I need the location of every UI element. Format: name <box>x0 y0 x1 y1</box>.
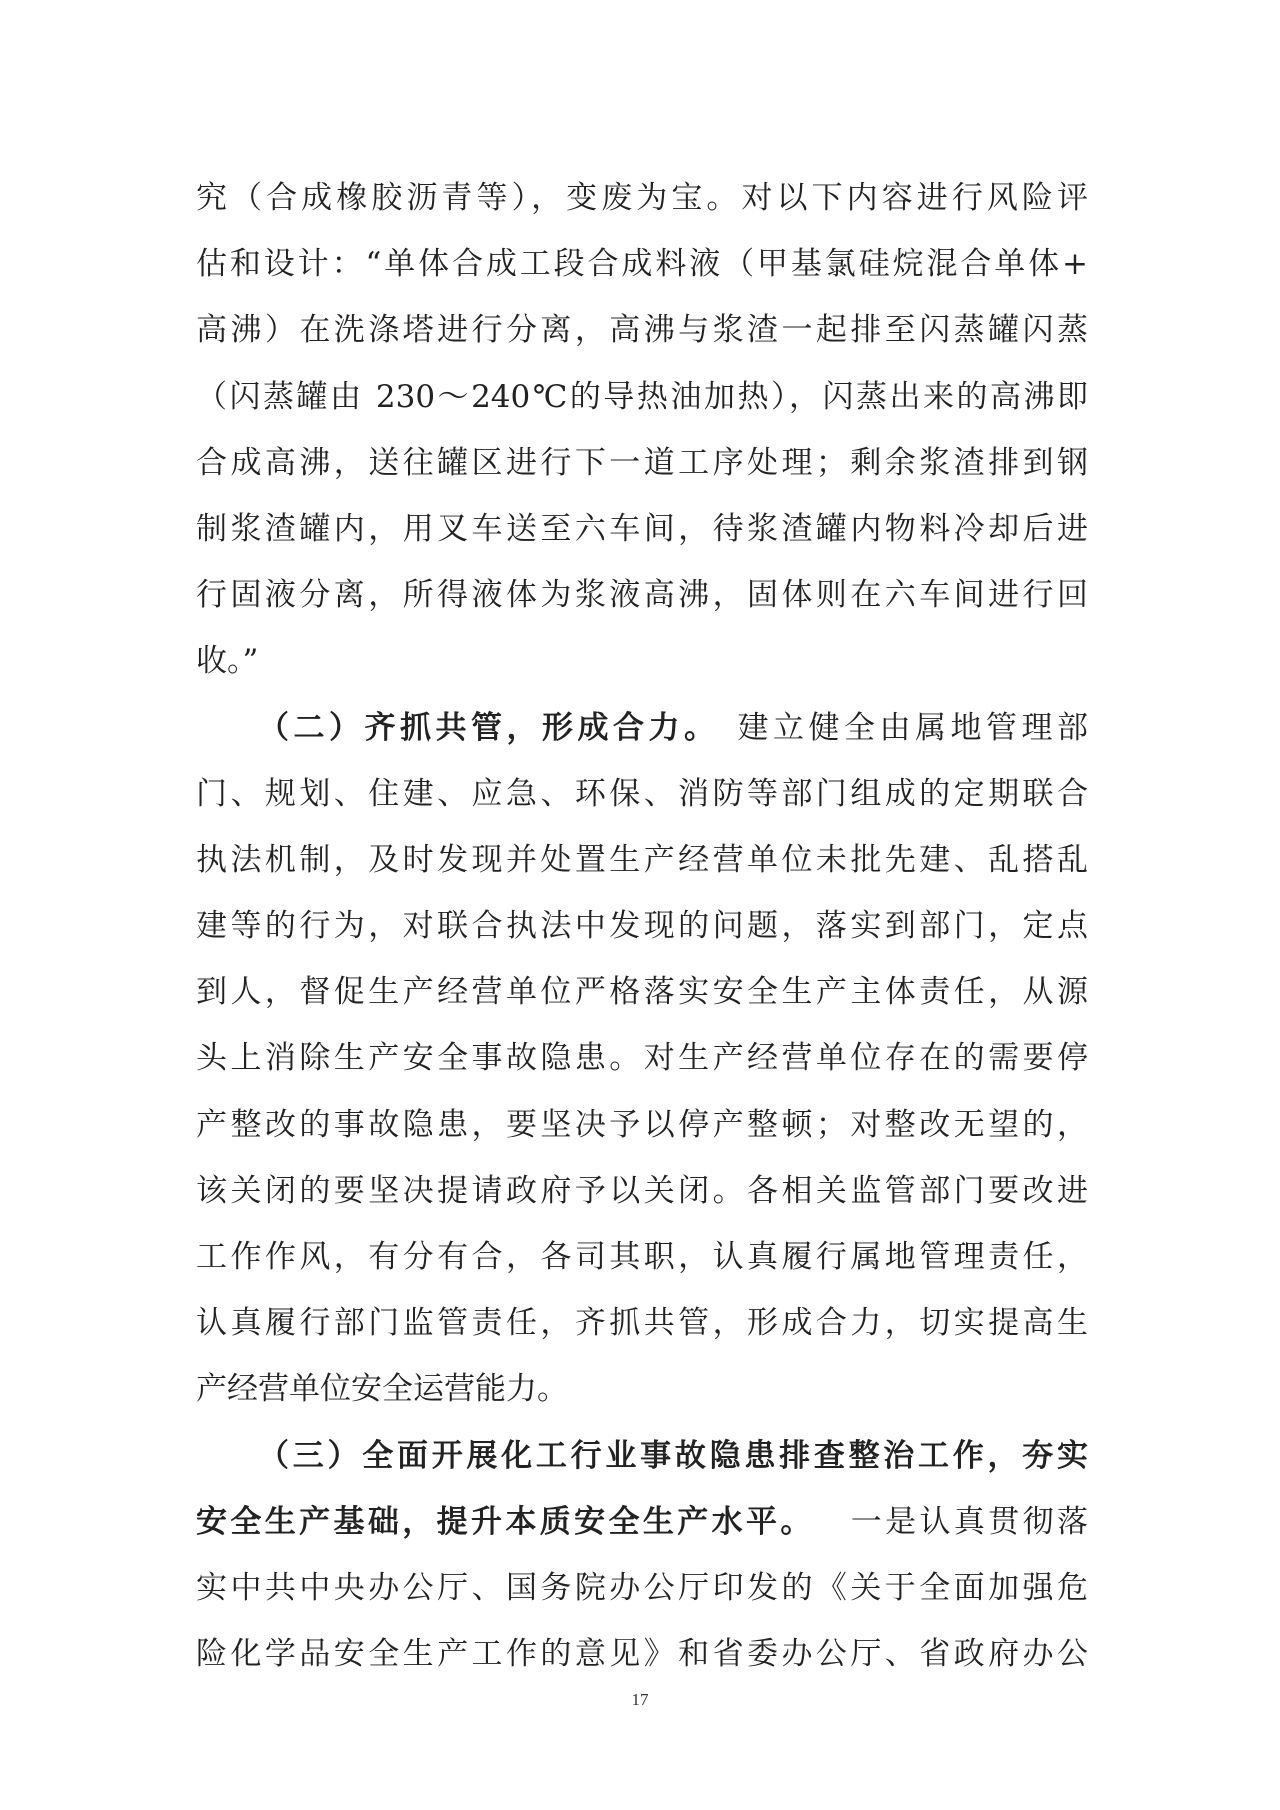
page-number: 17 <box>631 1690 649 1709</box>
paragraph-line: 产整改的事故隐患，要坚决予以停产整顿；对整改无望的， <box>196 1106 1088 1143</box>
paragraph-line: 估和设计：“单体合成工段合成料液（甲基氯硅烷混合单体+ <box>196 246 1088 283</box>
paragraph-line: 到人，督促生产经营单位严格落实安全生产主体责任，从源 <box>196 974 1088 1011</box>
paragraph-line: 产经营单位安全运营能力。 <box>196 1371 568 1408</box>
paragraph-line: 实中共中央办公厅、国务院办公厅印发的《关于全面加强危 <box>196 1569 1088 1606</box>
section-3-second-line <box>196 1489 1088 1555</box>
paragraph-line: 行固液分离，所得液体为浆液高沸，固体则在六车间进行回 <box>196 577 1088 614</box>
paragraph-line: 执法机制，及时发现并处置生产经营单位未批先建、乱搭乱 <box>196 841 1088 878</box>
body-text <box>196 165 1088 1687</box>
paragraph-line: 建等的行为，对联合执法中发现的问题，落实到部门，定点 <box>196 908 1088 945</box>
section-2-first-line <box>196 695 1088 761</box>
paragraph-line: 收。” <box>196 643 259 680</box>
section-2-heading: （二）齐抓共管，形成合力。 <box>258 709 720 746</box>
paragraph-line: 门、规划、住建、应急、环保、消防等部门组成的定期联合 <box>196 775 1088 812</box>
paragraph-line: 工作作风，有分有合，各司其职，认真履行属地管理责任， <box>196 1239 1088 1275</box>
section-2-text: 建立健全由属地管理部 <box>737 709 1088 746</box>
paragraph-line: 该关闭的要坚决提请政府予以关闭。各相关监管部门要改进 <box>196 1172 1088 1209</box>
paragraph-line: 险化学品安全生产工作的意见》和省委办公厅、省政府办公 <box>196 1636 1088 1673</box>
section-3-heading-continued: 安全生产基础，提升本质安全生产水平。 <box>196 1503 815 1540</box>
section-3-text: 一是认真贯彻落 <box>850 1503 1088 1540</box>
paragraph-line: 头上消除生产安全事故隐患。对生产经营单位存在的需要停 <box>196 1040 1088 1077</box>
paragraph-line: 高沸）在洗涤塔进行分离，高沸与浆渣一起排至闪蒸罐闪蒸 <box>196 312 1088 349</box>
paragraph-line: （闪蒸罐由 230～240℃的导热油加热），闪蒸出来的高沸即 <box>196 378 1088 415</box>
paragraph-line: 制浆渣罐内，用叉车送至六车间，待浆渣罐内物料冷却后进 <box>196 510 1088 547</box>
section-3-heading: （三）全面开展化工行业事故隐患排查整治工作，夯实 <box>258 1437 1088 1474</box>
paragraph-line: 合成高沸，送往罐区进行下一道工序处理；剩余浆渣排到钢 <box>196 444 1088 481</box>
paragraph-line: 究（合成橡胶沥青等），变废为宝。对以下内容进行风险评 <box>196 180 1088 216</box>
paragraph-line: 认真履行部门监管责任，齐抓共管，形成合力，切实提高生 <box>196 1305 1088 1342</box>
